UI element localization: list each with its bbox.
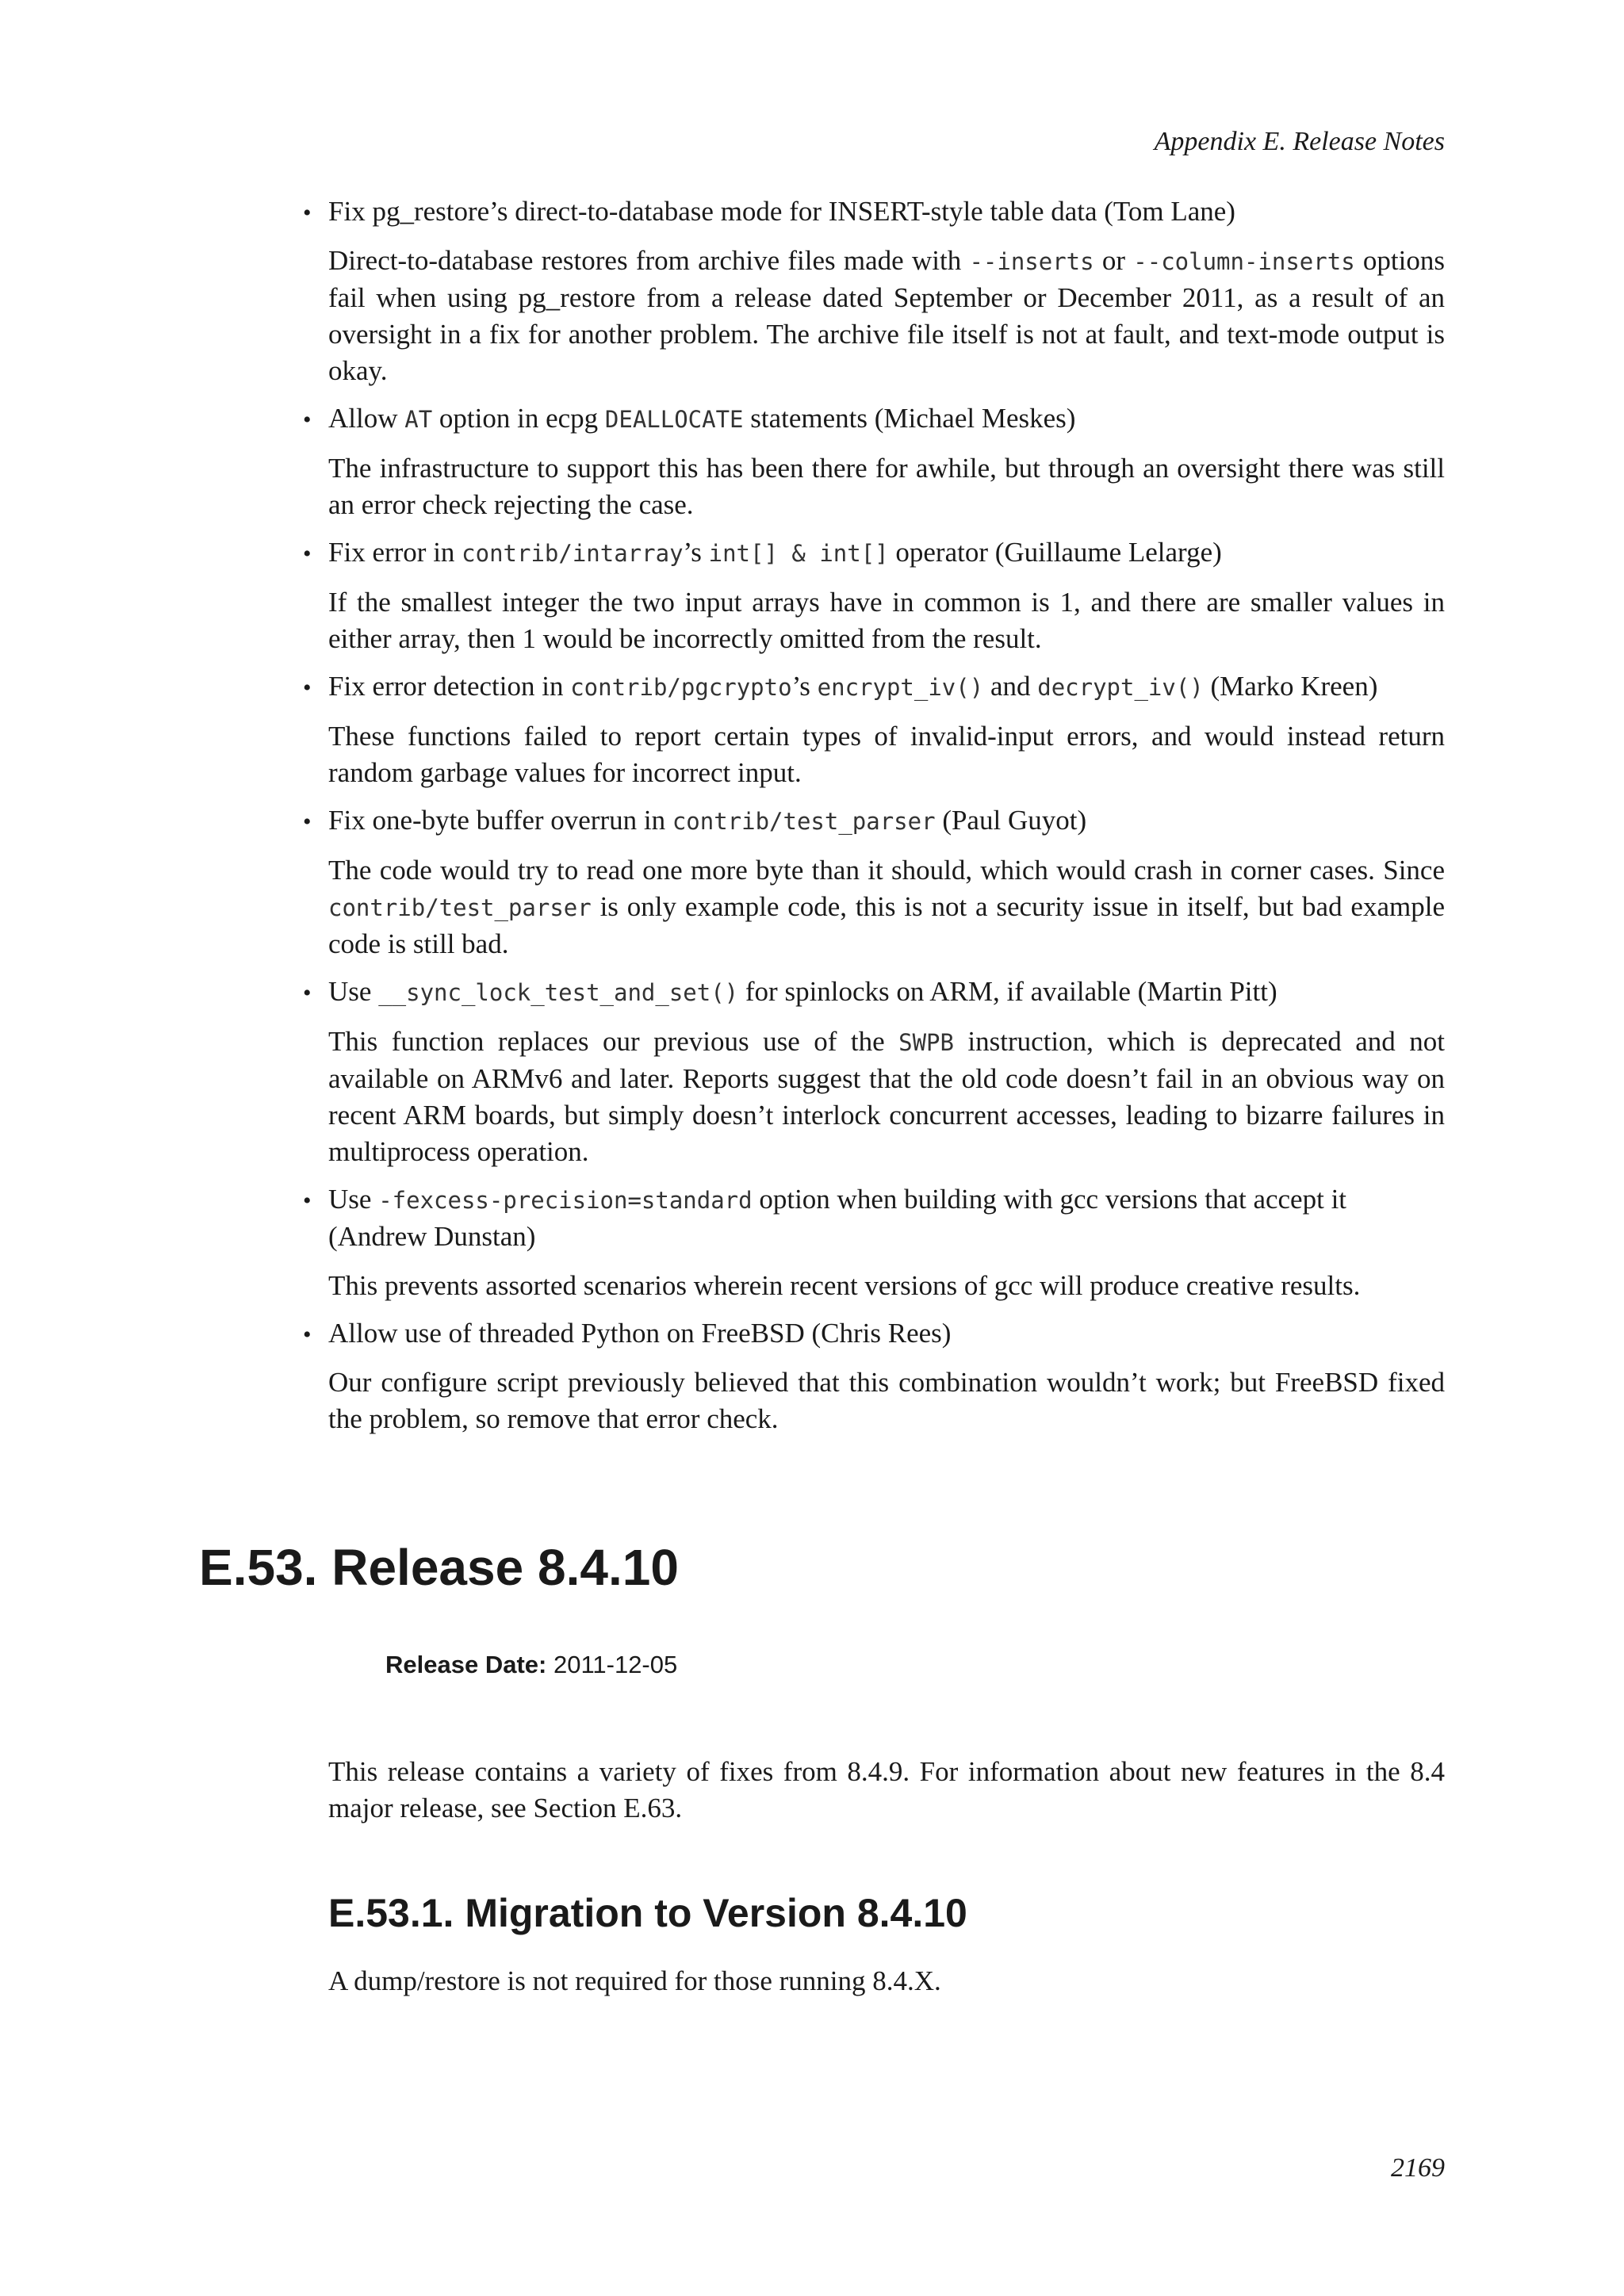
code-literal: AT xyxy=(404,406,433,433)
text-run: option when building with gcc versions that accept it (Andrew Dunstan) xyxy=(328,1184,1347,1252)
item-title xyxy=(328,400,1445,438)
code-literal: contrib/test_parser xyxy=(672,808,936,835)
text-run: Fix error detection in xyxy=(328,671,571,702)
item-title xyxy=(328,974,1445,1011)
bullet-icon: • xyxy=(303,980,312,1006)
item-title xyxy=(328,534,1445,572)
code-literal: __sync_lock_test_and_set() xyxy=(378,979,739,1006)
item-title xyxy=(328,668,1445,706)
item-description xyxy=(328,450,1445,523)
list-item xyxy=(303,802,1445,962)
list-item xyxy=(303,193,1445,389)
item-description xyxy=(328,852,1445,962)
bullet-icon: • xyxy=(303,200,312,226)
item-description xyxy=(328,1024,1445,1170)
text-run: or xyxy=(1094,245,1134,276)
text-run: (Paul Guyot) xyxy=(935,805,1087,836)
code-literal: -fexcess-precision=standard xyxy=(378,1187,753,1214)
release-notes-list xyxy=(303,193,1445,1448)
text-run: Use xyxy=(328,976,379,1007)
bullet-icon: • xyxy=(303,1322,312,1348)
list-item xyxy=(303,534,1445,657)
item-description xyxy=(328,243,1445,389)
item-description xyxy=(328,1364,1445,1437)
code-literal: contrib/test_parser xyxy=(328,894,592,921)
text-run: statements (Michael Meskes) xyxy=(743,403,1076,434)
code-literal: encrypt_iv() xyxy=(817,674,984,701)
text-run: is only example code, this is not a security issue in itself, but bad example code is still bad. xyxy=(328,891,1445,959)
text-run: Allow use of threaded Python on FreeBSD (Chris Rees) xyxy=(328,1318,952,1349)
item-title xyxy=(328,802,1445,840)
bullet-icon: • xyxy=(303,541,312,567)
text-run: Fix one-byte buffer overrun in xyxy=(328,805,672,836)
release-date xyxy=(385,1651,677,1679)
text-run: Our configure script previously believed that this combination wouldn’t work; but FreeBSD fixed the problem, so remove that error check. xyxy=(328,1367,1445,1434)
text-run: options fail when using pg_restore from a release dated September or December 2011, as a result of an oversight in a fix for another problem. The archive file itself is not at fault, and text-mode output is okay. xyxy=(328,245,1445,386)
text-run: Use xyxy=(328,1184,379,1215)
text-run: This function replaces our previous use of the xyxy=(328,1026,899,1057)
text-run: option in ecpg xyxy=(432,403,605,434)
release-date-label: Release Date: xyxy=(385,1651,547,1678)
text-run: Fix pg_restore’s direct-to-database mode for INSERT-style table data (Tom Lane) xyxy=(328,196,1235,227)
item-description xyxy=(328,718,1445,791)
item-description xyxy=(328,1268,1445,1304)
text-run: This prevents assorted scenarios wherein recent versions of gcc will produce creative results. xyxy=(328,1270,1361,1301)
text-run: ’s xyxy=(683,537,709,568)
list-item xyxy=(303,1315,1445,1437)
text-run: for spinlocks on ARM, if available (Martin Pitt) xyxy=(738,976,1277,1007)
section-title: E.53. Release 8.4.10 xyxy=(199,1539,679,1596)
text-run: instruction, which is deprecated and not available on ARMv6 and later. Reports suggest that the old code doesn’t fail in an obvious way on recent ARM boards, but simply doesn’t interlock concurrent accesses, leading to bizarre failures in multiprocess operation. xyxy=(328,1026,1445,1167)
text-run: ’s xyxy=(791,671,818,702)
code-literal: SWPB xyxy=(898,1029,954,1056)
text-run: These functions failed to report certain types of invalid-input errors, and would instead return random garbage values for incorrect input. xyxy=(328,721,1445,788)
list-item xyxy=(303,1181,1445,1304)
code-literal: --column-inserts xyxy=(1133,248,1355,275)
bullet-icon: • xyxy=(303,809,312,835)
code-literal: contrib/intarray xyxy=(462,540,684,567)
bullet-icon: • xyxy=(303,675,312,701)
text-run: If the smallest integer the two input arrays have in common is 1, and there are smaller values in either array, then 1 would be incorrectly omitted from the result. xyxy=(328,587,1445,654)
text-run: (Marko Kreen) xyxy=(1203,671,1378,702)
code-literal: int[] & int[] xyxy=(708,540,889,567)
text-run: Fix error in xyxy=(328,537,462,568)
running-header: Appendix E. Release Notes xyxy=(1154,127,1445,156)
subsection-title: E.53.1. Migration to Version 8.4.10 xyxy=(328,1891,967,1935)
text-run: Allow xyxy=(328,403,405,434)
migration-text: A dump/restore is not required for those running 8.4.X. xyxy=(328,1965,941,1996)
code-literal: --inserts xyxy=(969,248,1094,275)
code-literal: decrypt_iv() xyxy=(1037,674,1204,701)
bullet-icon: • xyxy=(303,407,312,433)
code-literal: contrib/pgcrypto xyxy=(570,674,792,701)
release-intro: This release contains a variety of fixes from 8.4.9. For information about new features in the 8.4 major release, see Section E.63. xyxy=(328,1756,1445,1823)
list-item xyxy=(303,668,1445,791)
page-number: 2169 xyxy=(1391,2153,1445,2183)
text-run: The infrastructure to support this has been there for awhile, but through an oversight there was still an error check rejecting the case. xyxy=(328,453,1445,520)
list-item xyxy=(303,974,1445,1170)
text-run: operator (Guillaume Lelarge) xyxy=(888,537,1222,568)
item-title xyxy=(328,1181,1445,1255)
text-run: Direct-to-database restores from archive files made with xyxy=(328,245,970,276)
code-literal: DEALLOCATE xyxy=(604,406,744,433)
text-run: The code would try to read one more byte than it should, which would crash in corner cases. Since xyxy=(328,855,1445,886)
item-title xyxy=(328,193,1445,230)
item-title xyxy=(328,1315,1445,1352)
bullet-icon: • xyxy=(303,1188,312,1214)
release-date-value: 2011-12-05 xyxy=(553,1651,678,1678)
text-run: and xyxy=(983,671,1038,702)
list-item xyxy=(303,400,1445,523)
item-description xyxy=(328,584,1445,657)
